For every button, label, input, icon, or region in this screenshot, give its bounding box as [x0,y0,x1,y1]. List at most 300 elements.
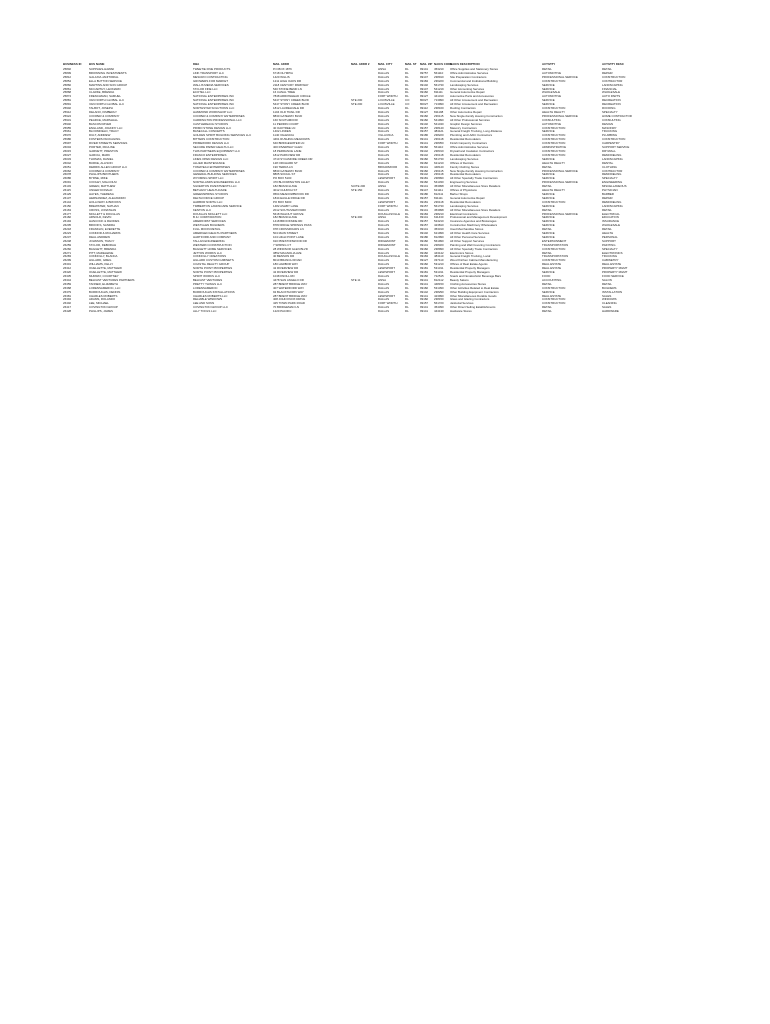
table-cell: BITTERS CONSTRUCTION [193,137,230,142]
table-cell: 722515 [434,274,444,279]
table-cell: 8783 RIDGE SPRINGS PASS [273,223,312,228]
table-cell: DL [405,74,409,79]
table-cell: 99182 [420,180,429,185]
table-cell: 25931 [63,117,72,122]
table-cell: RETAIL [602,207,612,212]
header-cell: ACTIVITY [542,62,556,66]
table-cell: DALLAS [378,195,390,200]
table-cell: REAL ESTATE [542,262,562,267]
table-cell: TRANSPORTATION [542,254,569,259]
table-cell: Other Activities Related to Real Estate [450,285,500,290]
table-cell: 25997 [63,141,72,146]
table-cell: FOOD [542,274,551,279]
table-cell: ELLA BUTTON SERVICE [89,78,122,83]
table-cell: 26394 [63,297,72,302]
table-cell: DL [405,309,409,314]
table-cell: NORTH POINT PROPERTIES [193,266,233,271]
table-cell: DALLAS [378,297,390,302]
table-cell: 99141 [420,164,429,169]
table-cell: Landscaping Services [450,203,479,208]
table-cell: HEALTH REALTY [542,160,566,165]
table-cell: CONSTRUCTION [542,301,566,306]
table-cell: DALLAS [378,231,390,236]
table-cell: 99157 [420,301,429,306]
table-cell: CABINETRY [602,258,619,263]
table-cell: STE 200 [351,102,363,107]
table-cell: Wood Kitchen Cabinet Manufacturing [450,258,498,263]
table-cell: 26320 [63,270,72,275]
table-cell: LEWISPORT [378,176,395,181]
table-cell: PROFESSIONAL SERVICE [542,113,578,118]
table-cell: HNSA [378,184,387,189]
table-cell: CONSTRUCTION [542,106,566,111]
table-cell: Beauty Salons [450,277,469,282]
table-cell: 40 OAKTREE LN [273,125,296,130]
table-cell: 713990 [434,102,444,107]
table-cell: 18 PERRANCE LANE [273,149,302,154]
table-cell: 1140 VALENCIA [273,133,295,138]
table-cell: 40 BENSON DR [273,254,295,259]
table-cell: DL [405,215,409,220]
table-cell: TOMATEAU ENTERPRISES [193,164,230,169]
table-cell: 811111 [434,195,443,200]
table-cell: Other Miscellaneous Durable Goods [450,293,497,298]
table-cell: 611430 [434,215,444,220]
table-cell: 2118 CENTURY PARKWAY [273,82,309,87]
table-cell: 26042 [63,160,72,165]
table-cell: DL [405,297,409,302]
table-cell: 25961 [63,129,72,134]
table-cell: SPECIALTY [602,246,618,251]
table-cell: TRUCKING [602,254,618,259]
table-cell: RETAIL [542,66,552,71]
header-cell: BUSINESS ID [63,62,82,66]
table-cell: DALLAS [378,90,390,95]
table-cell: BAGGETT, BRENDA [89,246,117,251]
header-cell: MAIL CITY [378,62,393,66]
table-cell: LINES OPEN DESIGN LLC [193,156,229,161]
table-cell: 453998 [434,207,444,212]
table-cell: 621210 [434,160,444,165]
table-cell: HAYES, THERESA [89,191,114,196]
table-cell: 26137 [63,195,72,200]
table-cell: AUTOMOTIVE [542,121,562,126]
table-cell: 25868 [63,90,72,95]
table-cell: Graphic Design Services [450,121,482,126]
table-cell: DALLAS [378,172,390,177]
table-cell: SPECIALTY [602,109,618,114]
table-cell: DALLAS [378,262,390,267]
table-cell: DALLAS [378,156,390,161]
table-cell: 128 ORCHARD ST [273,160,298,165]
table-cell: 26015 [63,149,72,154]
table-cell: 4710 SYCAMORE CREEK DR [273,156,313,161]
table-cell: PROFESSIONAL SERVICE [542,180,578,185]
table-cell: LEWISPORT [378,293,395,298]
table-cell: AMERIFIRST SERVICES [193,219,226,224]
table-cell: CONNOR & RICHARDS [89,231,121,236]
table-cell: 287 BRENT BRIDGE WAY [273,293,308,298]
table-cell: Plumbing and HVAC Contractors [450,133,493,138]
table-cell: HOME CONTRACTOR [602,113,632,118]
table-cell: CONSTRUCTION [602,137,626,142]
table-cell: 25861 [63,86,72,91]
table-cell: DL [405,156,409,161]
table-cell: CHARLES ROBERTS [89,293,118,298]
table-cell: DULT, ANDREW [89,133,111,138]
table-cell: 561110 [434,145,444,150]
table-cell: SUPPORT SERVICE [602,145,630,150]
table-cell: Residential Remodelers [450,199,481,204]
table-cell: RETAIL [602,227,612,232]
table-cell: 1812 LAURELDALE DR [273,106,305,111]
table-cell: MARTINS AND SON GROUP [89,82,128,87]
table-cell: DALLAS [378,258,390,263]
table-cell: DALLAS [378,137,390,142]
table-cell: 99186 [420,133,429,138]
table-cell: 25860 [63,82,72,87]
table-cell: COOPER & COMPANY [89,113,120,118]
table-cell: 11 PERRIN COURT [273,121,299,126]
table-cell: ADAMS, ROLANDO [89,297,116,302]
table-cell: CONSTRUCTION [542,258,566,263]
table-cell: 99142 [420,149,429,154]
table-cell: 812112 [434,277,444,282]
table-cell: 540 STONE BEND LN [273,86,302,91]
table-cell: SERVICE [542,172,555,177]
table-cell: VILLA RICA [378,133,394,138]
table-cell: COOPER & COMPANY ENTERPRISES [193,168,245,173]
table-cell: DL [405,258,409,263]
table-cell: DALLAS [378,129,390,134]
table-cell: RETAIL [542,184,552,189]
table-cell: COOPER & COMPANY [89,168,120,173]
table-cell: 180 HARBOR WAY [273,262,299,267]
table-cell: 561990 [434,238,444,243]
table-cell: SERVICE [542,270,555,275]
table-cell: 99182 [420,90,429,95]
table-cell: DALLAS [378,246,390,251]
table-cell: 26299 [63,258,72,263]
table-cell: 26379 [63,289,72,294]
table-cell: New Single-Family Housing Construction [450,113,503,118]
table-cell: CO [405,102,410,107]
header-cell: ACTIVITY DESC [602,62,624,66]
table-cell: 104 HIGH POINT LANE [273,234,304,239]
table-cell: BELFAST VENTURES PARTNERS [89,277,135,282]
table-cell: 25881 [63,98,72,103]
table-cell: SUITE 200 [351,184,366,189]
table-cell: FORT WORTH [378,94,398,99]
table-cell: 26283 [63,254,72,259]
table-cell: 99157 [420,129,429,134]
table-cell: DL [405,254,409,259]
table-cell: DL [405,145,409,150]
table-cell: RETAIL [542,305,552,310]
table-cell: DL [405,195,409,200]
table-row [63,310,719,314]
table-cell: FRENCHMAN, SAMUEL [89,94,121,99]
table-cell: 99182 [420,246,429,251]
table-cell: NATIONAL ENTERPRISES INC [193,98,235,103]
table-cell: INSTALLATION [602,289,623,294]
table-cell: DL [405,160,409,165]
table-cell: AMERIGEN HEALTH PARTNERS [193,231,237,236]
table-cell: 484110 [434,254,444,259]
table-cell: DL [405,113,409,118]
table-cell: 26163 [63,207,72,212]
table-cell: COVINGTON GROUP [89,305,118,310]
table-cell: NORTHSTAR SOLUTIONS LLC [193,106,235,111]
table-cell: DALLAS [378,281,390,286]
table-cell: ENGINEERING [602,180,623,185]
table-cell: 25924 [63,113,72,118]
table-cell: DL [405,207,409,212]
table-cell: CONSTRUCTION [542,285,566,290]
table-cell: SALES [602,293,612,298]
table-cell: DL [405,164,409,169]
table-cell: 26033 [63,156,72,161]
table-cell: LANDSCAPING [602,156,623,161]
table-cell: 337110 [434,258,444,263]
table-cell: SERVICE [542,86,555,91]
header-cell: MAIL ADDR 2 [351,62,370,66]
table-cell: CONSULTING [542,117,561,122]
table-cell: Other Accounting Services [450,86,485,91]
table-cell: 99184 [420,254,429,259]
table-cell: THOMAS, DANIEL [89,156,114,161]
table-cell: Hardware Stores [450,309,472,314]
table-cell: SERVICE [542,231,555,236]
table-cell: 236118 [434,199,444,204]
table-cell: LEE AND SONS [193,301,215,306]
table-cell: PROFESSIONAL SERVICE [542,168,578,173]
table-cell: 238150 [434,297,444,302]
table-cell: CONTRACTOR [602,78,623,83]
table-cell: CLARKE, BRENDA [89,90,115,95]
table-cell: 99182 [420,250,429,255]
header-cell: MAIL ZIP [420,62,433,66]
table-cell: MOLLETT & DOUGLAS [89,211,120,216]
table-cell: 26177 [63,211,72,216]
table-cell: 400 RIVERWAY GLEN [273,145,303,150]
table-cell: REMODELING [602,172,622,177]
table-cell: 454390 [434,305,444,310]
table-cell: LEWISPORT [378,270,395,275]
table-cell: FRANKLIN, EVERETTE [89,227,121,232]
table-cell: 25912 [63,109,72,114]
table-cell: 238140 [434,125,444,130]
table-cell: DL [405,66,409,71]
table-cell: 238160 [434,106,444,111]
table-cell: WINDOWS [602,297,617,302]
table-cell: 444130 [434,309,444,314]
table-cell: COASTAL REALTY GROUP [193,262,230,267]
table-cell: DL [405,149,409,154]
table-cell: FINANCIAL [602,86,618,91]
table-cell: Insurance Agencies and Brokerages [450,219,497,224]
table-cell: All Other Amusement and Recreation [450,98,498,103]
table-cell: DALLAS [378,223,390,228]
table-cell: General Freight Trucking, Local [450,254,491,259]
table-cell: DL [405,129,409,134]
table-cell: DL [405,78,409,83]
table-cell: DL [405,199,409,204]
table-cell: DALLAS [378,160,390,165]
table-cell: SERVICE [542,203,555,208]
table-cell: 531311 [434,266,444,271]
table-cell: 238210 [434,211,444,216]
table-cell: 99102 [420,82,429,87]
table-cell: REPAIR [602,195,613,200]
table-cell: LORENSAMEROC, LLC [89,285,121,290]
table-cell: 25812 [63,74,72,79]
table-cell: GALAXIA JANITORIAL [89,74,119,79]
table-cell: WESTGLEN BUILDERS [193,223,225,228]
table-cell: DALLAS [378,285,390,290]
table-cell: 453210 [434,66,444,71]
table-cell: 236118 [434,172,444,177]
table-cell: TRANSPORTATION [542,242,569,247]
table-cell: WILLIAMS, KELLY [89,262,114,267]
table-cell: 99141 [420,309,429,314]
table-cell: PHILLIPS BROTHERS [89,172,119,177]
table-cell: All Other Specialty Trade Contractors [450,176,498,181]
table-cell: 99182 [420,238,429,243]
table-cell: 26335 [63,274,72,279]
table-cell: CROSS, JONATHAN [89,207,117,212]
table-cell: LINK TRANSPORT LLC [193,70,225,75]
table-cell: 99180 [420,191,429,196]
table-cell: Residential Property Managers [450,266,490,271]
table-cell: 910 PRESTONWOOD DR [273,238,307,243]
table-cell: CASTLEREACH STUDIOS [193,121,229,126]
table-cell: HEALTH [602,231,614,236]
table-cell: RETAIL [542,227,552,232]
table-cell: 99757 [420,70,429,75]
table-cell: Landscaping Services [450,82,479,87]
table-cell: 6718 OLYMPIA [273,70,293,75]
table-cell: 26237 [63,234,72,239]
table-cell: 25809 [63,70,72,75]
table-cell: 99181 [420,176,429,181]
table-cell: HEALTH REALTY [542,109,566,114]
table-cell: DL [405,106,409,111]
table-cell: DL [405,133,409,138]
table-cell: General Automotive Repair [450,90,485,95]
table-cell: SERVICE [542,129,555,134]
table-cell: DL [405,238,409,243]
table-cell: 99182 [420,274,429,279]
table-cell: DALLAS [378,109,390,114]
table-cell: Snack and Nonalcoholic Beverage Bars [450,274,501,279]
table-cell: 7 SPRING CT [273,242,292,247]
table-cell: 80027 [420,102,429,107]
table-cell: 8010 BRANCH ROAD [273,258,302,263]
table-cell: SERVICE [542,82,555,87]
table-cell: BAGGETT HOME SERVICES [193,246,232,251]
table-cell: All Other Amusement and Recreation [450,102,498,107]
table-cell: Offices of Dentists [450,160,474,165]
table-cell: BLOOMFIELD, TRACY [89,129,119,134]
table-cell: FOSTERS PACKAGING [89,137,121,142]
table-cell: 238990 [434,246,444,251]
table-cell: DESIGN [602,121,614,126]
table-cell: DELTA FORCE GROUP [193,195,225,200]
table-cell: NORTHLANDS ENGINEERING LLC [193,180,241,185]
table-cell: TWEETIE FINE PRODUCTS [193,66,231,71]
table-cell: DL [405,191,409,196]
table-cell: 541430 [434,121,444,126]
table-cell: BROWNING INVESTMENTS [89,70,127,75]
table-cell: SERVICE [542,176,555,181]
table-cell: 443142 [434,250,444,255]
table-cell: 1048 KNOLL RD [273,274,295,279]
table-cell: SERVICE [542,156,555,161]
table-cell: Construction Machinery Wholesalers [450,223,498,228]
header-cell: DBA [193,62,200,66]
table-cell: REMODELING [602,152,622,157]
table-cell: 26301 [63,262,72,267]
table-cell: DOUGLASVILLE [378,254,401,259]
table-cell: 713990 [434,98,444,103]
table-cell: RETAIL [542,164,552,169]
table-cell: Drywall and Insulation Contractors [450,149,495,154]
table-cell: LANDSCAPING [602,82,623,87]
table-cell: DALLAS [378,274,390,279]
table-cell: FORT WORTH [378,141,398,146]
table-cell: STE 200 [351,98,363,103]
table-cell: 453998 [434,184,444,189]
table-cell: Residential Remodelers [450,152,481,157]
table-cell: 26144 [63,199,72,204]
table-cell: BELFAST VENTURES [193,277,223,282]
table-cell: Other Building Equipment Contractors [450,289,499,294]
table-cell: 99182 [420,113,429,118]
table-cell: DALLAS [378,309,390,314]
table-cell: 160 SOUTHMOOR [273,117,298,122]
table-cell: ELECTRONICS [602,250,623,255]
table-cell: Office Administrative Services [450,70,489,75]
table-cell: EDUCATION [602,215,619,220]
table-cell: Clothing Accessories Stores [450,281,486,286]
spreadsheet-page [63,63,719,314]
table-cell: DL [405,125,409,130]
table-cell: 99142 [420,172,429,177]
table-cell: 16 CANAL TREE [273,90,296,95]
table-cell: 811111 [434,90,443,95]
table-cell: DL [405,90,409,95]
table-cell: DALLAS [378,121,390,126]
table-cell: SERVICE [542,289,555,294]
table-cell: SERVICE [542,215,555,220]
table-cell: DL [405,227,409,232]
table-cell: MCCARTHY, LEONARD [89,86,121,91]
table-cell: 26051 [63,164,72,169]
table-cell: SPECIALTY [602,176,618,181]
table-cell: CONSTRUCTION [542,133,566,138]
table-cell: PROPERTY MGMT [602,266,628,271]
table-cell: 1420 WILLIS [273,74,290,79]
table-cell: 236220 [434,78,444,83]
table-cell: DALLAS [378,82,390,87]
table-cell: 99127 [420,109,429,114]
table-cell: TALBOT, JOSEPH [89,106,113,111]
table-cell: 99182 [420,168,429,173]
table-cell: 182 BRANCH AVE [273,184,298,189]
table-cell: OUELLETTE, MATTHEW [89,270,122,275]
table-cell: DALLAS [378,106,390,111]
